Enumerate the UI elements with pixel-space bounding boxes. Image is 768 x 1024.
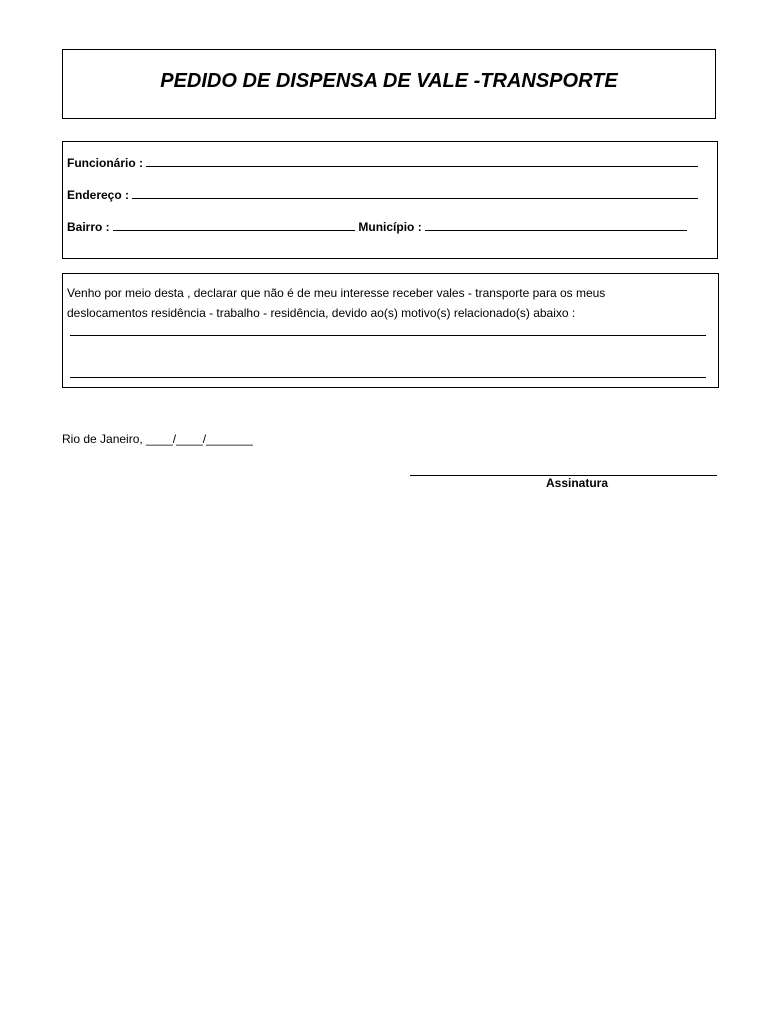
endereco-row [67,188,698,202]
bairro-municipio-row [67,220,687,234]
date-line: Rio de Janeiro, ____/____/_______ [62,432,253,446]
bairro-label: Bairro : [67,220,110,234]
endereco-field[interactable] [132,188,698,199]
declaration-box [62,273,719,388]
reason-line-2[interactable] [70,377,706,378]
bairro-field[interactable] [113,220,355,231]
declaration-text [67,283,667,323]
municipio-field[interactable] [425,220,687,231]
declaration-line-2: deslocamentos residência - trabalho - residência, devido ao(s) motivo(s) relacionado(s) abaixo : [67,306,576,320]
funcionario-field[interactable] [146,156,698,167]
funcionario-label: Funcionário : [67,156,143,170]
endereco-label: Endereço : [67,188,130,202]
title-box [62,49,716,119]
declaration-line-1: Venho por meio desta , declarar que não é de meu interesse receber vales - transporte para os meus [67,286,606,300]
signature-label: Assinatura [545,476,609,490]
employee-info-box [62,141,718,259]
funcionario-row [67,156,698,170]
form-title: PEDIDO DE DISPENSA DE VALE -TRANSPORTE [160,70,618,92]
municipio-label: Município : [358,220,422,234]
reason-line-1[interactable] [70,335,706,336]
